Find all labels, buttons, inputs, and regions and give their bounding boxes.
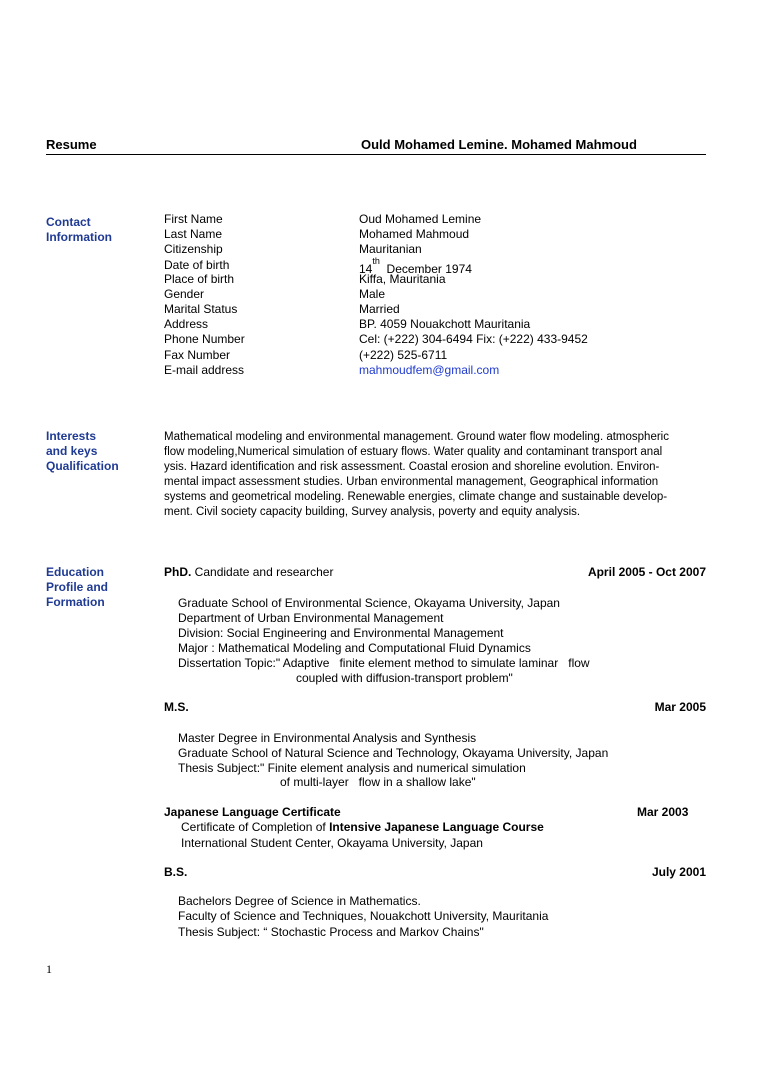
interests-line: mental impact assessment studies. Urban environmental management, Geographical information <box>164 476 659 488</box>
dob-suffix: th <box>372 256 380 266</box>
contact-key: Last Name <box>164 227 223 241</box>
contact-value: Oud Mohamed Lemine <box>359 212 482 226</box>
ms-title: M.S. <box>164 700 189 714</box>
jlc-line1-text: Certificate of Completion of <box>181 820 330 834</box>
interests-label-line2: and keys <box>46 444 98 458</box>
phd-role: Candidate and researcher <box>191 565 334 579</box>
contact-label-line1: Contact <box>46 215 91 229</box>
phd-degree: PhD. <box>164 565 192 579</box>
contact-value: Kiffa, Mauritania <box>359 272 446 286</box>
bs-line: Bachelors Degree of Science in Mathematics. <box>178 894 421 908</box>
interests-paragraph <box>164 430 706 520</box>
contact-value: Cel: (+222) 304-6494 Fix: (+222) 433-9452 <box>359 332 588 346</box>
header-name: Ould Mohamed Lemine. Mohamed Mahmoud <box>361 137 637 152</box>
jlc-title: Japanese Language Certificate <box>164 805 341 819</box>
contact-key: Marital Status <box>164 302 238 316</box>
contact-value: BP. 4059 Nouakchott Mauritania <box>359 317 531 331</box>
education-label-line2: Profile and <box>46 580 109 594</box>
phd-line: Dissertation Topic:" Adaptive finite element method to simulate laminar flow <box>178 656 590 670</box>
phd-title <box>164 565 333 580</box>
header-left-title: Resume <box>46 137 97 152</box>
ms-line: Master Degree in Environmental Analysis and Synthesis <box>178 731 477 745</box>
contact-label-line2: Information <box>46 230 112 244</box>
contact-key: E-mail address <box>164 363 245 377</box>
ms-line: of multi-layer flow in a shallow lake" <box>280 775 476 789</box>
jlc-date: Mar 2003 <box>637 805 689 819</box>
dob-day: 14 <box>359 262 373 276</box>
phd-line: Graduate School of Environmental Science, Okayama University, Japan <box>178 596 560 610</box>
contact-value: Married <box>359 302 400 316</box>
phd-line: Department of Urban Environmental Management <box>178 611 444 625</box>
contact-value: Male <box>359 287 386 301</box>
phd-date: April 2005 - Oct 2007 <box>587 565 706 579</box>
resume-header <box>46 136 706 155</box>
bs-line: Thesis Subject: “ Stochastic Process and Markov Chains" <box>178 925 484 939</box>
bs-line: Faculty of Science and Techniques, Nouakchott University, Mauritania <box>178 909 549 923</box>
contact-value: Mohamed Mahmoud <box>359 227 470 241</box>
phd-line: coupled with diffusion-transport problem" <box>296 671 513 685</box>
education-label-line1: Education <box>46 565 105 579</box>
interests-line: systems and geometrical modeling. Renewable energies, climate change and sustainable develop- <box>164 491 668 503</box>
phd-line: Division: Social Engineering and Environmental Management <box>178 626 504 640</box>
ms-line: Graduate School of Natural Science and Technology, Okayama University, Japan <box>178 746 609 760</box>
contact-value: (+222) 525-6711 <box>359 348 448 362</box>
ms-line: Thesis Subject:" Finite element analysis and numerical simulation <box>178 761 526 775</box>
jlc-line2: International Student Center, Okayama University, Japan <box>181 836 483 850</box>
contact-key: Address <box>164 317 209 331</box>
contact-key: First Name <box>164 212 223 226</box>
contact-key: Gender <box>164 287 205 301</box>
contact-key: Date of birth <box>164 258 230 272</box>
contact-key: Place of birth <box>164 272 235 286</box>
bs-date: July 2001 <box>651 865 706 879</box>
contact-value: Mauritanian <box>359 242 422 256</box>
education-label-line3: Formation <box>46 595 105 609</box>
interests-label-line3: Qualification <box>46 459 119 473</box>
interests-line: flow modeling,Numerical simulation of estuary flows. Water quality and contaminant transport anal <box>164 446 663 458</box>
contact-key: Fax Number <box>164 348 231 362</box>
phd-line: Major : Mathematical Modeling and Computational Fluid Dynamics <box>178 641 531 655</box>
page-number: 1 <box>46 962 52 976</box>
jlc-course-name: Intensive Japanese Language Course <box>329 820 544 834</box>
ms-date: Mar 2005 <box>654 700 706 714</box>
contact-key: Citizenship <box>164 242 223 256</box>
interests-line: Mathematical modeling and environmental management. Ground water flow modeling. atmospheric <box>164 431 669 443</box>
email-link[interactable]: mahmoudfem@gmail.com <box>359 363 500 377</box>
bs-title: B.S. <box>164 865 188 879</box>
interests-label-line1: Interests <box>46 429 97 443</box>
jlc-line1 <box>181 820 544 835</box>
contact-key: Phone Number <box>164 332 245 346</box>
interests-line: ment. Civil society capacity building, Survey analysis, poverty and equity analysis. <box>164 506 581 518</box>
dob-month-year: December 1974 <box>379 262 472 276</box>
interests-line: ysis. Hazard identification and risk assessment. Coastal erosion and shoreline evolution. Environ- <box>164 461 660 473</box>
